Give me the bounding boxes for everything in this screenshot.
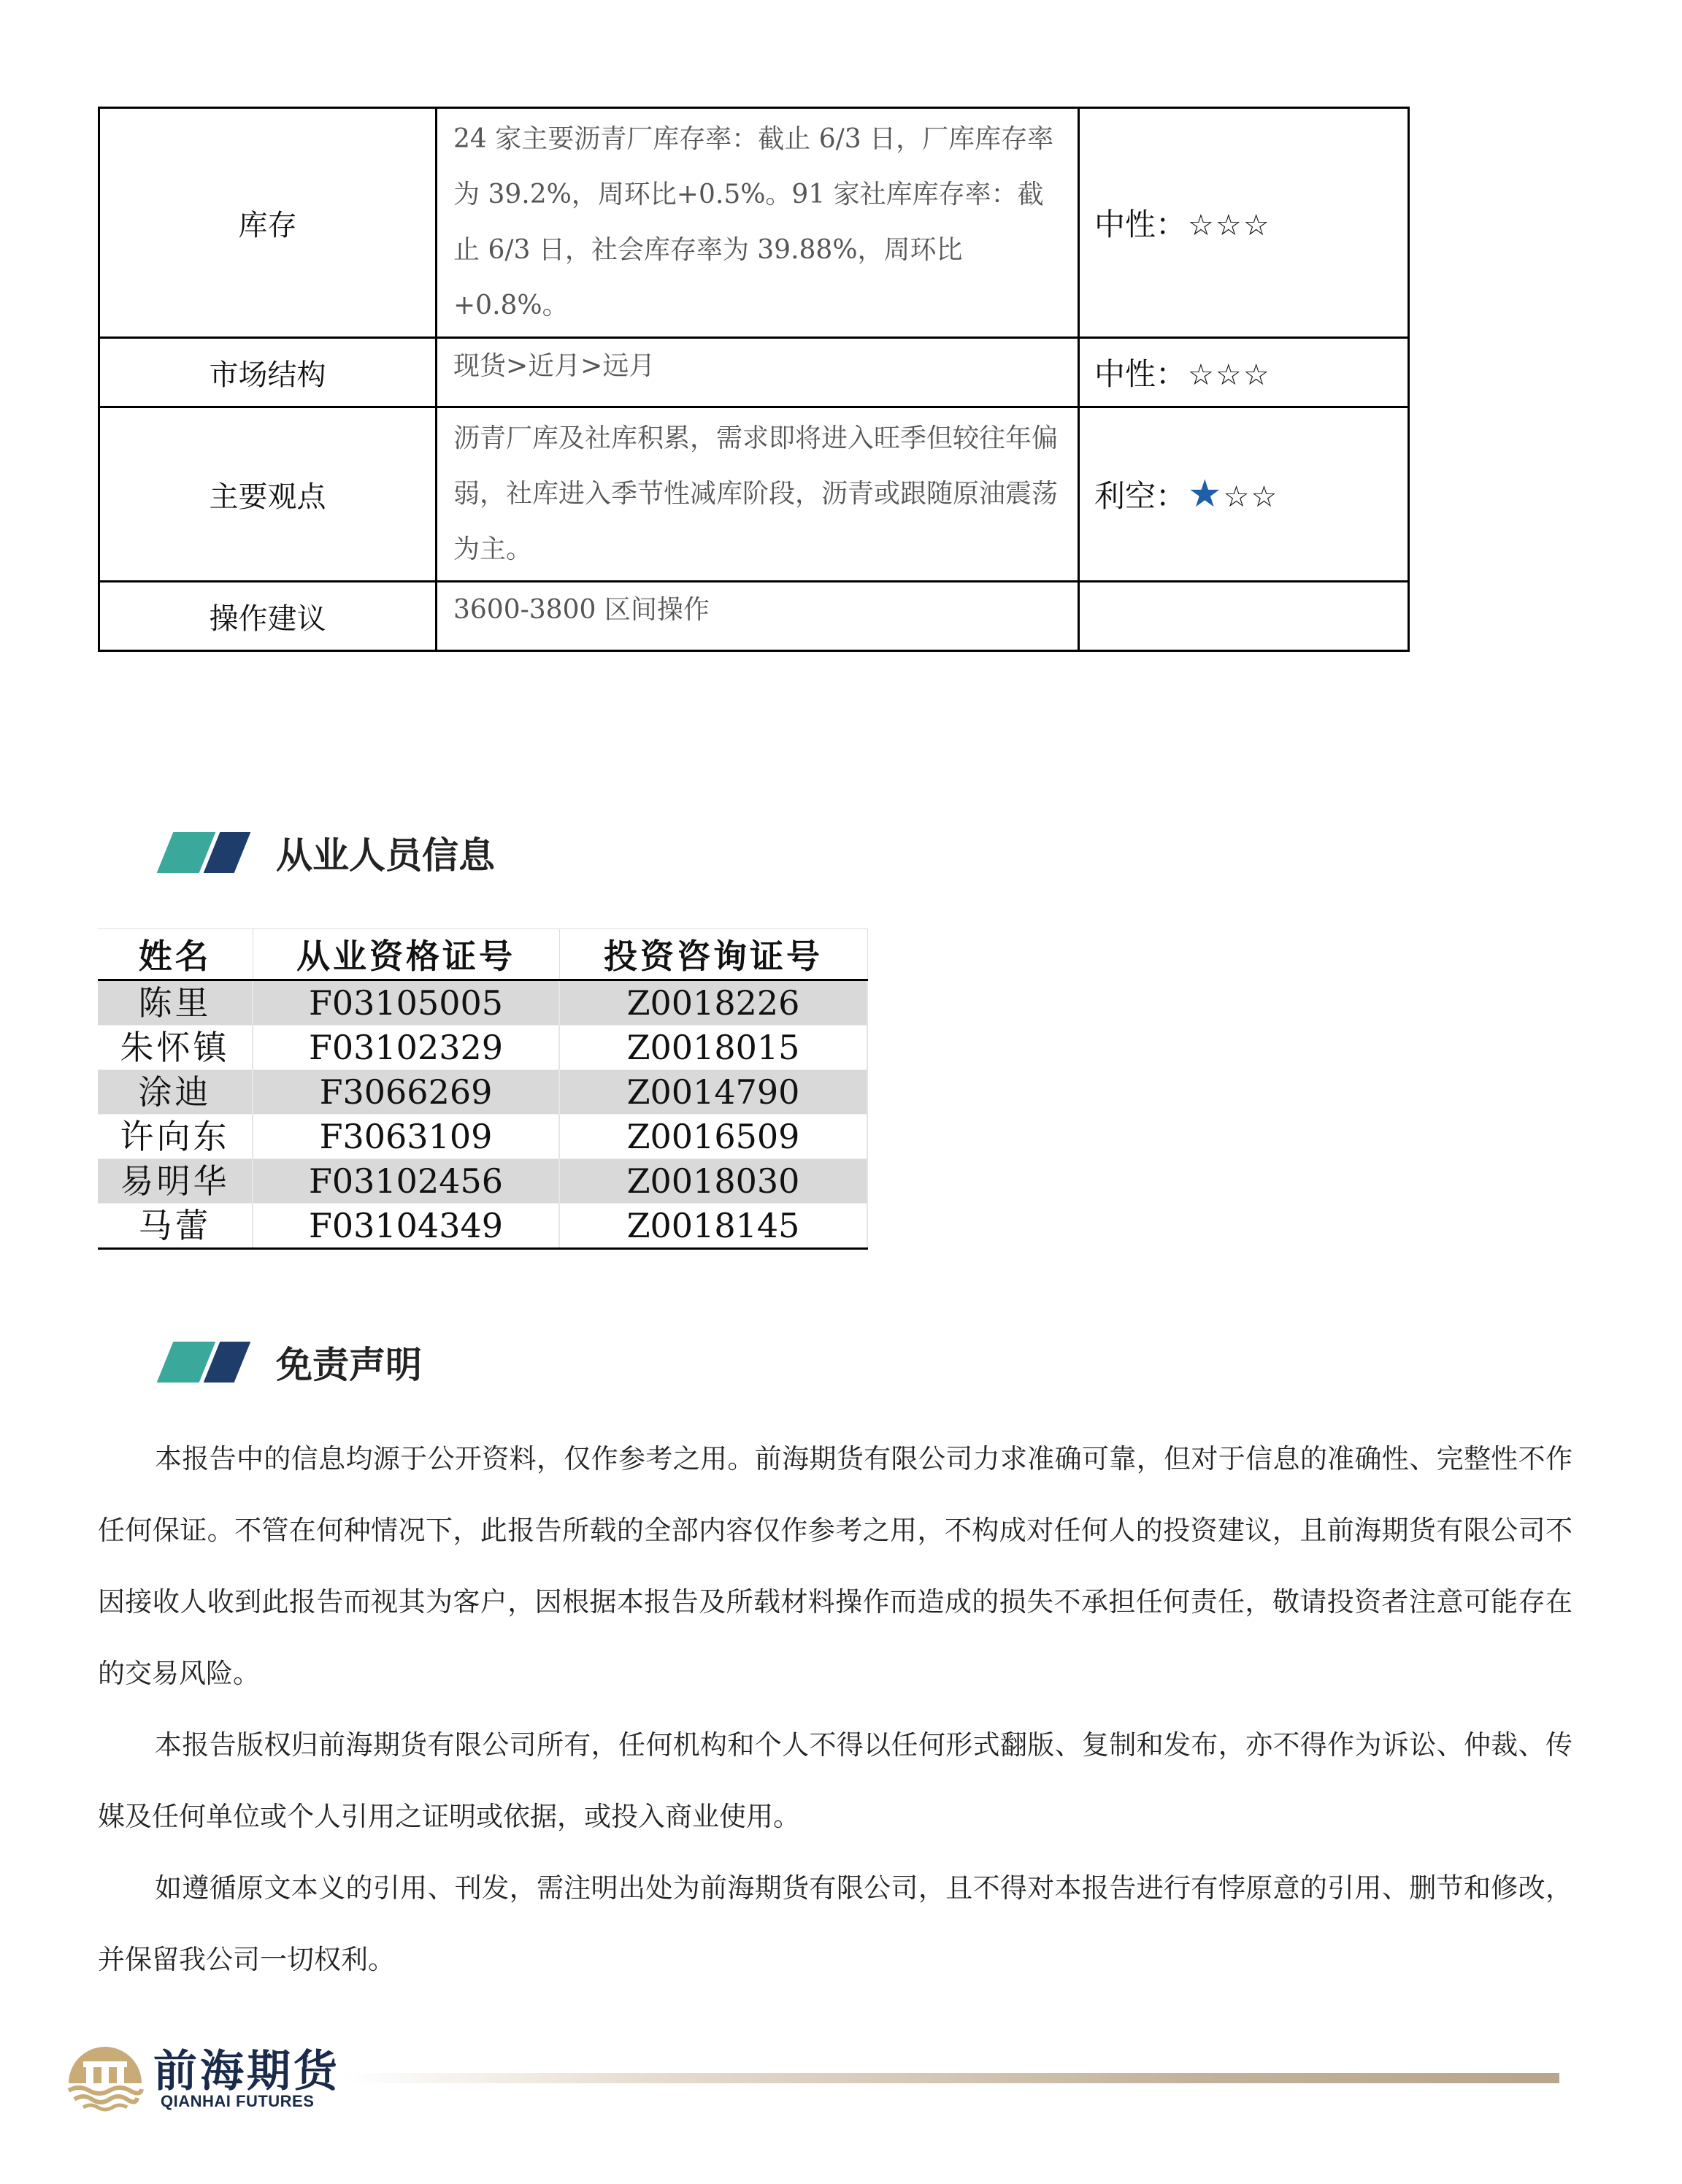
- staff-qualification-id: F03102456: [253, 1159, 559, 1204]
- header-consulting: 投资咨询证号: [559, 929, 867, 980]
- analysis-rating: [1079, 407, 1409, 582]
- staff-consulting-id: Z0014790: [559, 1070, 867, 1115]
- staff-consulting-id: Z0016509: [559, 1115, 867, 1159]
- disclaimer-paragraph: 如遵循原文本义的引用、刊发，需注明出处为前海期货有限公司，且不得对本报告进行有悖原意的引用、删节和修改，并保留我公司一切权利。: [98, 1872, 1572, 1975]
- rating-label: 中性：: [1094, 356, 1187, 392]
- disclaimer-paragraph: 本报告中的信息均源于公开资料，仅作参考之用。前海期货有限公司力求准确可靠，但对于信息的准确性、完整性不作任何保证。不管在何种情况下，此报告所载的全部内容仅作参考之用，不构成对任何人的投资建议，且前海期货有限公司不因接收人收到此报告而视其为客户，因根据本报告及所载材料操作而造成的损失不承担任何责任，敬请投资者注意可能存在的交易风险。: [98, 1443, 1572, 1689]
- staff-name: 朱怀镇: [98, 1026, 253, 1070]
- analysis-category: 主要观点: [99, 407, 437, 582]
- staff-name: 易明华: [98, 1159, 253, 1204]
- staff-row: [98, 1115, 867, 1159]
- analysis-description: 24 家主要沥青厂库存率：截止 6/3 日，厂库库存率为 39.2%，周环比+0.5%。91 家社库库存率：截止 6/3 日，社会库存率为 39.88%，周环比+0.8%。: [437, 108, 1079, 338]
- staff-row: [98, 980, 867, 1026]
- analysis-description: 3600-3800 区间操作: [437, 582, 1079, 651]
- analysis-description: 现货>近月>远月: [437, 338, 1079, 407]
- staff-section-heading: [158, 831, 495, 877]
- staff-consulting-id: Z0018015: [559, 1026, 867, 1070]
- analysis-row: [99, 407, 1409, 582]
- rating-label: 利空：: [1094, 478, 1187, 514]
- disclaimer-text: [98, 1423, 1572, 1996]
- staff-qualification-id: F03105005: [253, 980, 559, 1026]
- staff-table-header: [98, 929, 867, 980]
- star-empty-icon: ☆: [1223, 480, 1250, 514]
- analysis-description: 沥青厂库及社库积累，需求即将进入旺季但较往年偏弱，社库进入季节性减库阶段，沥青或跟随原油震荡为主。: [437, 407, 1079, 582]
- disclaimer-section-title: 免责声明: [276, 1344, 422, 1386]
- section-bars-icon: [158, 1342, 253, 1383]
- star-empty-icon: ☆: [1215, 358, 1242, 392]
- header-name: 姓名: [98, 929, 253, 980]
- star-empty-icon: ☆: [1243, 209, 1270, 242]
- header-qualification: 从业资格证号: [253, 929, 559, 980]
- qianhai-logo-icon: [64, 2037, 146, 2112]
- analysis-category: 市场结构: [99, 338, 437, 407]
- analysis-category: 库存: [99, 108, 437, 338]
- staff-qualification-id: F03102329: [253, 1026, 559, 1070]
- rating-label: 中性：: [1094, 207, 1187, 242]
- analysis-rating: [1079, 338, 1409, 407]
- staff-name: 马蕾: [98, 1204, 253, 1249]
- staff-row: [98, 1204, 867, 1249]
- staff-consulting-id: Z0018145: [559, 1204, 867, 1249]
- star-empty-icon: ☆: [1188, 209, 1214, 242]
- staff-row: [98, 1159, 867, 1204]
- star-empty-icon: ☆: [1215, 209, 1242, 242]
- brand-name-en: QIANHAI FUTURES: [161, 2092, 315, 2110]
- analysis-rating: [1079, 582, 1409, 651]
- star-empty-icon: ☆: [1243, 358, 1270, 392]
- staff-table: [98, 928, 868, 1250]
- staff-row: [98, 1070, 867, 1115]
- staff-section-title: 从业人员信息: [276, 834, 495, 877]
- section-bars-icon: [158, 832, 253, 873]
- staff-name: 陈里: [98, 980, 253, 1026]
- star-empty-icon: ☆: [1188, 358, 1214, 392]
- staff-consulting-id: Z0018030: [559, 1159, 867, 1204]
- analysis-table: [98, 107, 1410, 652]
- staff-qualification-id: F3066269: [253, 1070, 559, 1115]
- analysis-row: [99, 582, 1409, 651]
- analysis-rating: [1079, 108, 1409, 338]
- star-filled-icon: ★: [1188, 472, 1222, 516]
- staff-row: [98, 1026, 867, 1070]
- analysis-row: [99, 338, 1409, 407]
- brand-name-cn: 前海期货: [153, 2046, 340, 2097]
- staff-name: 涂迪: [98, 1070, 253, 1115]
- disclaimer-paragraph: 本报告版权归前海期货有限公司所有，任何机构和个人不得以任何形式翻版、复制和发布，亦不得作为诉讼、仲裁、传媒及任何单位或个人引用之证明或依据，或投入商业使用。: [98, 1729, 1572, 1832]
- staff-consulting-id: Z0018226: [559, 980, 867, 1026]
- staff-qualification-id: F03104349: [253, 1204, 559, 1249]
- staff-name: 许向东: [98, 1115, 253, 1159]
- footer-divider: [343, 2073, 1559, 2083]
- disclaimer-section-heading: [158, 1340, 422, 1384]
- star-empty-icon: ☆: [1251, 480, 1278, 514]
- staff-qualification-id: F3063109: [253, 1115, 559, 1159]
- analysis-category: 操作建议: [99, 582, 437, 651]
- analysis-row: [99, 108, 1409, 338]
